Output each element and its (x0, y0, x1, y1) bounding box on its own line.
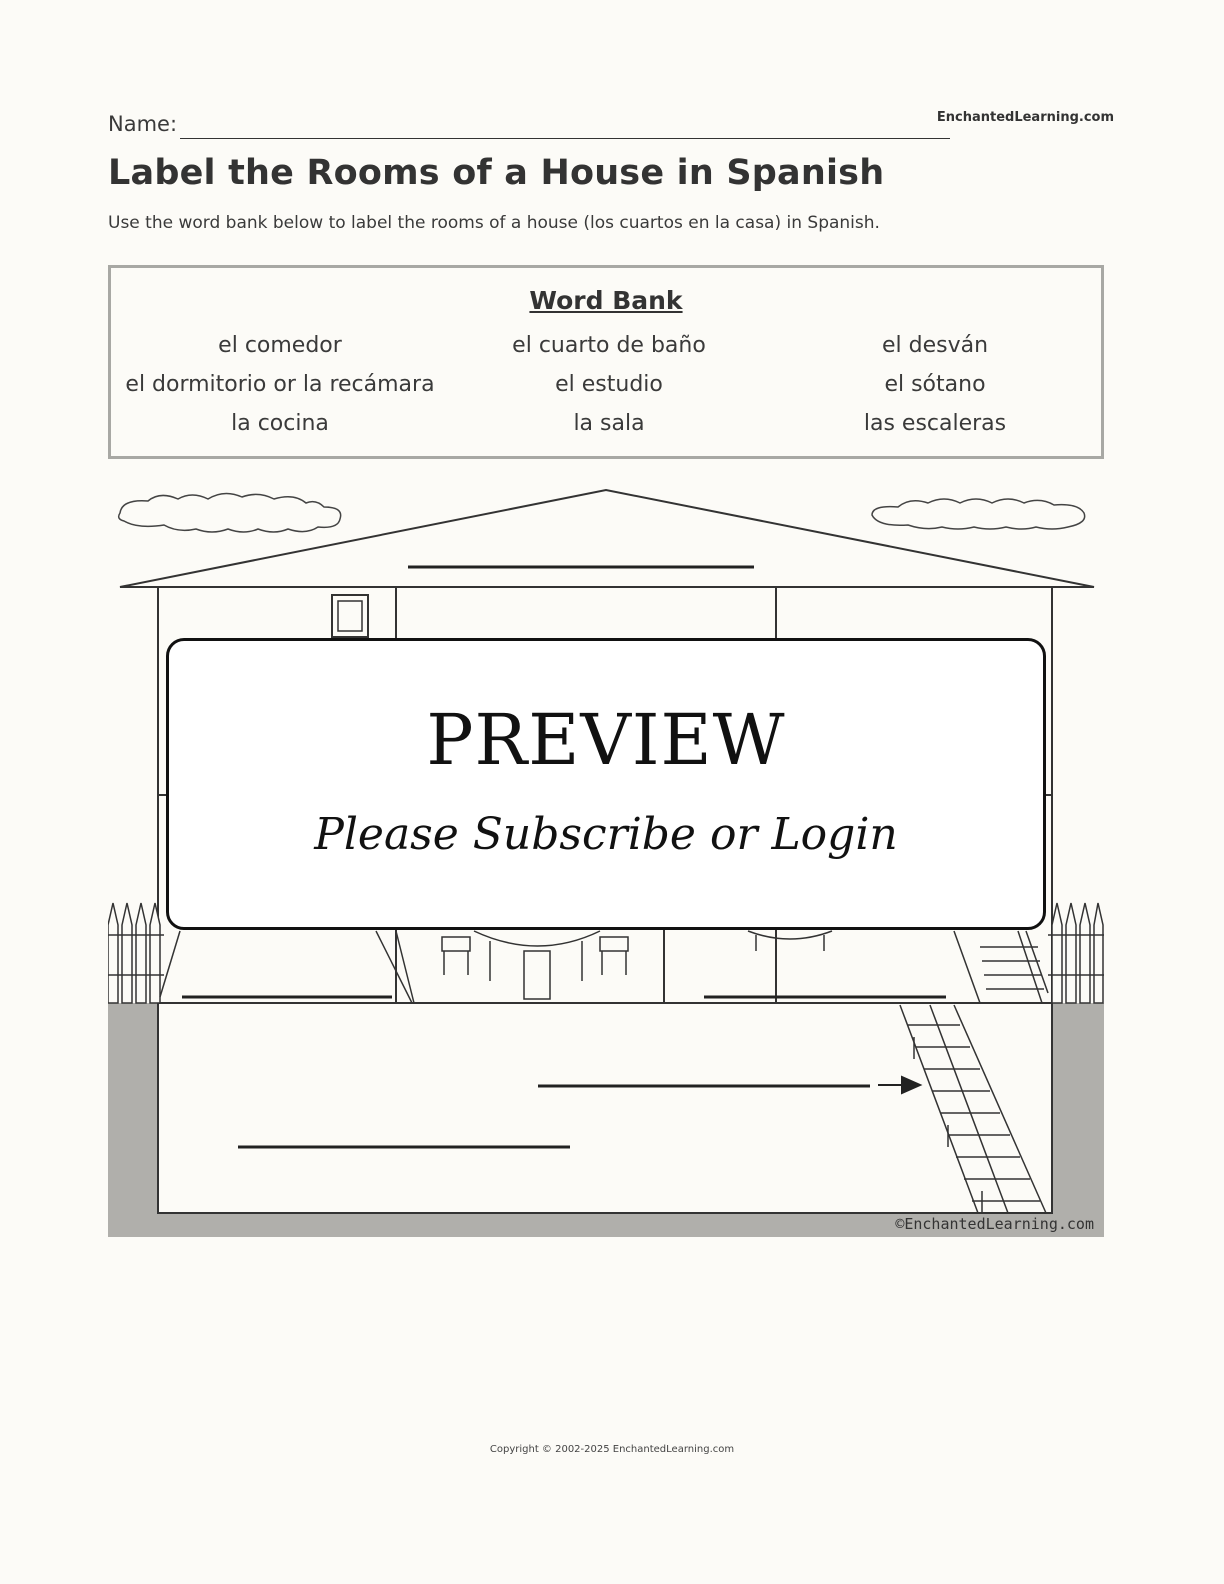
word-bank-word: el estudio (555, 372, 663, 397)
site-name: EnchantedLearning.com (936, 110, 1114, 125)
name-row (108, 108, 1114, 142)
word-bank-word: el dormitorio or la recámara (125, 372, 435, 397)
word-bank-word: la cocina (231, 411, 329, 436)
word-bank-word: las escaleras (863, 411, 1007, 436)
word-bank-word: el cuarto de baño (512, 333, 706, 358)
cloud-icon (872, 499, 1085, 529)
word-bank-word: la sala (573, 411, 645, 436)
name-field-line[interactable] (180, 138, 950, 139)
basement-room (158, 1003, 1052, 1213)
word-bank-word: el sótano (884, 372, 986, 397)
page-title: Label the Rooms of a House in Spanish (108, 153, 885, 193)
word-bank-word: el desván (881, 333, 989, 358)
word-bank (108, 265, 1104, 459)
preview-overlay[interactable] (166, 638, 1046, 930)
illustration-watermark: ©EnchantedLearning.com (895, 1215, 1094, 1233)
word-bank-word: el comedor (218, 333, 342, 358)
copyright-footer: Copyright © 2002-2025 EnchantedLearning.com (489, 1444, 735, 1455)
preview-title: PREVIEW (426, 699, 786, 781)
word-bank-grid (111, 326, 1101, 443)
instructions: Use the word bank below to label the rooms of a house (los cuartos en la casa) in Spanish. (108, 213, 880, 233)
preview-subscribe-login[interactable]: Please Subscribe or Login (314, 809, 898, 860)
word-bank-title: Word Bank (529, 286, 683, 315)
name-label: Name: (108, 112, 178, 136)
